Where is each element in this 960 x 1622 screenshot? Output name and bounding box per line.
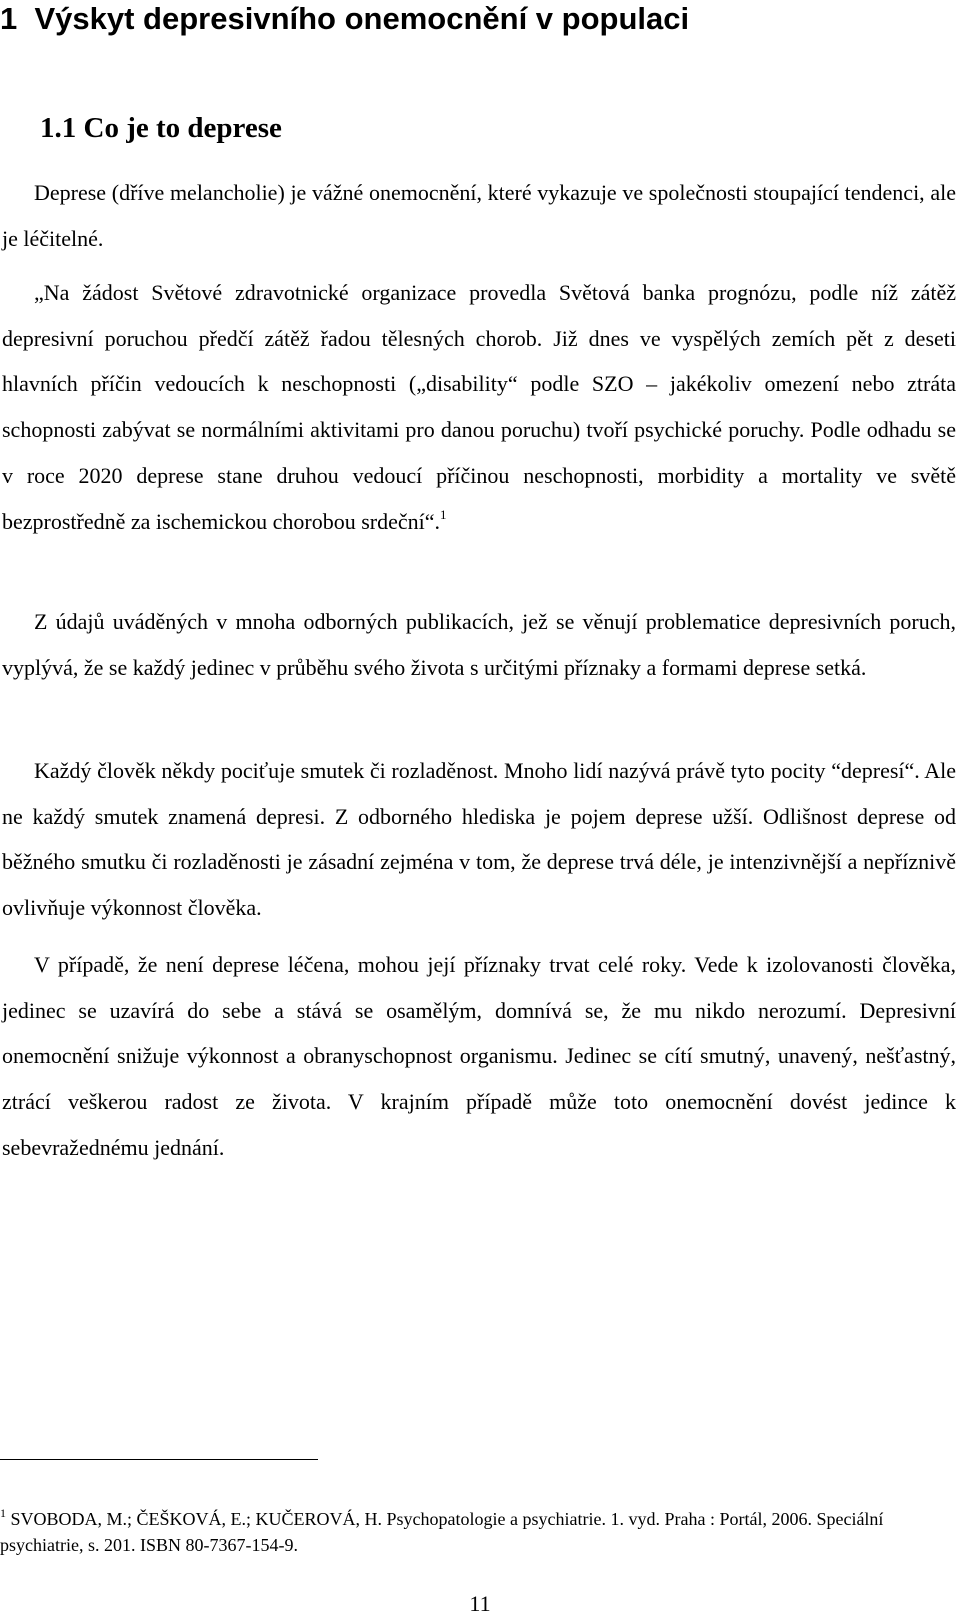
paragraph-1 (2, 170, 956, 261)
section-title: Co je to deprese (83, 112, 282, 144)
section-heading (40, 110, 282, 146)
paragraph-text: V případě, že není deprese léčena, mohou její příznaky trvat celé roky. Vede k izolovanosti člověka, jedinec se uzavírá do sebe a stává se osamělým, domnívá se, že mu nikdo nerozumí. Depresivní onemocnění snižuje výkonnost a obranyschopnost organismu. Jedinec se cítí smutný, unavený, nešťastný, ztrácí veškerou radost ze života. V krajním případě může toto onemocnění dovést jedince k sebevražednému jednání. (2, 952, 956, 1160)
paragraph-text: „Na žádost Světové zdravotnické organizace provedla Světová banka prognózu, podle níž zátěž depresivní poruchou předčí zátěž řadou tělesných chorob. Již dnes ve vyspělých zemích pět z deseti hlavních příčin vedoucích k neschopnosti („disability“ podle SZO – jakékoliv omezení nebo ztráta schopnosti zabývat se normálními aktivitami pro danou poruchu) tvoří psychické poruchy. Podle odhadu se v roce 2020 deprese stane druhou vedoucí příčinou neschopnosti, morbidity a mortality ve světě bezprostředně za ischemickou chorobou srdeční“. (2, 280, 956, 534)
footnote-reference: 1 (440, 506, 447, 522)
footnote-text: SVOBODA, M.; ČEŠKOVÁ, E.; KUČEROVÁ, H. Psychopatologie a psychiatrie. 1. vyd. Praha : Portál, 2006. Speciální psychiatrie, s. 201. ISBN 80-7367-154-9. (0, 1509, 884, 1555)
paragraph-4 (2, 748, 956, 931)
section-number: 1.1 (40, 112, 77, 144)
page-number: 11 (469, 1591, 491, 1616)
paragraph-5 (2, 942, 956, 1171)
chapter-heading (0, 0, 940, 38)
footnote-separator (0, 1459, 318, 1460)
paragraph-text: Každý člověk někdy pociťuje smutek či rozladěnost. Mnoho lidí nazývá právě tyto pocity “depresí“. Ale ne každý smutek znamená depresi. Z odborného hlediska je pojem deprese užší. Odlišnost deprese od běžného smutku či rozladěnosti je zásadní zejména v tom, že deprese trvá déle, je intenzivnější a nepříznivě ovlivňuje výkonnost člověka. (2, 758, 956, 921)
paragraph-2 (2, 270, 956, 544)
footnote (0, 1506, 920, 1558)
paragraph-text: Deprese (dříve melancholie) je vážné onemocnění, které vykazuje ve společnosti stoupající tendenci, ale je léčitelné. (2, 180, 956, 251)
chapter-number: 1 (0, 1, 18, 36)
footnote-marker: 1 (0, 1506, 6, 1520)
paragraph-text: Z údajů uváděných v mnoha odborných publikacích, jež se věnují problematice depresivních poruch, vyplývá, že se každý jedinec v průběhu svého života s určitými příznaky a formami deprese setká. (2, 609, 956, 680)
paragraph-3 (2, 599, 956, 690)
chapter-title: Výskyt depresivního onemocnění v populaci (34, 1, 690, 36)
